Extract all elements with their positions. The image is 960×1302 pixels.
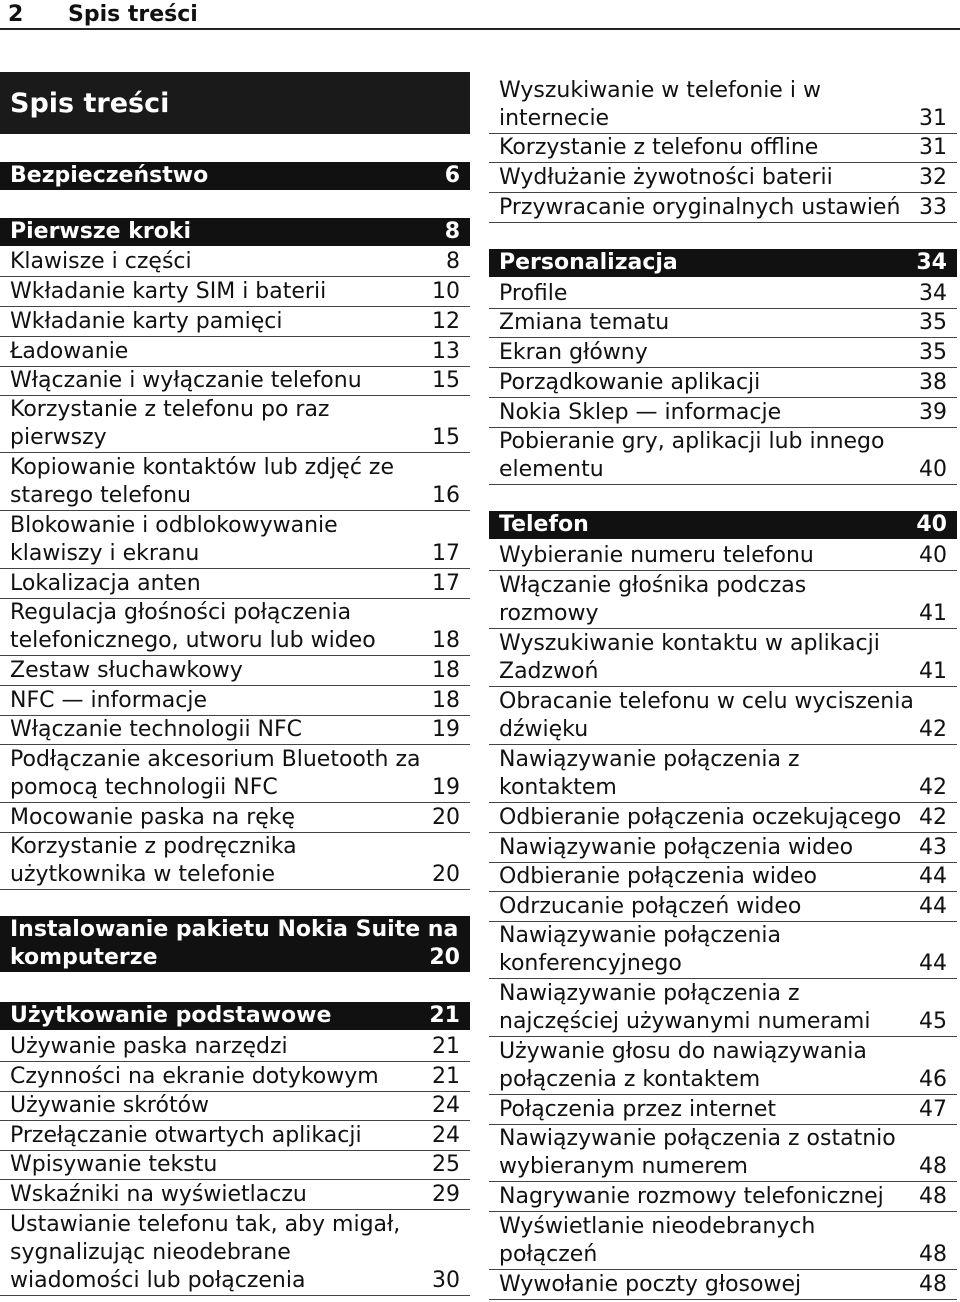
toc-entry-row (499, 600, 947, 628)
toc-entry (0, 1122, 470, 1151)
toc-entry-row (499, 1183, 947, 1211)
toc-entry-text: telefonicznego, utworu lub wideo (10, 628, 376, 653)
toc-page-number: 34 (916, 250, 947, 275)
toc-page-number: 48 (919, 1154, 947, 1179)
toc-entry-text: NFC — informacje (10, 688, 208, 713)
toc-entry (489, 922, 957, 979)
toc-entry-text: Używanie paska narzędzi (10, 1034, 288, 1059)
toc-entry-text: Instalowanie pakietu Nokia Suite na (10, 917, 459, 942)
toc-entry-text: klawiszy i ekranu (10, 541, 200, 566)
toc-entry-text: Wyświetlanie nieodebranych (499, 1214, 816, 1239)
toc-entry (489, 1125, 957, 1182)
toc-section-heading (489, 249, 957, 277)
toc-entry-row (499, 309, 947, 337)
toc-entry-row (10, 454, 460, 482)
toc-entry-row (10, 1211, 460, 1239)
toc-entry-text: Ustawianie telefonu tak, aby migał, (10, 1212, 401, 1237)
toc-entry-text: Połączenia przez internet (499, 1097, 776, 1122)
toc-entry-row (10, 308, 460, 336)
toc-entry-row (499, 1008, 947, 1036)
toc-entry-row (499, 834, 947, 862)
toc-entry-text: Włączanie technologii NFC (10, 717, 303, 742)
toc-entry (0, 512, 470, 569)
toc-entry-row (499, 1066, 947, 1094)
toc-page-number: 44 (919, 864, 947, 889)
toc-page-number: 48 (919, 1272, 947, 1297)
toc-section-heading (0, 1002, 470, 1030)
toc-entry (489, 428, 957, 485)
toc-entry-text: konferencyjnego (499, 951, 682, 976)
toc-entry-row (10, 248, 460, 276)
toc-entry-row (10, 1092, 460, 1120)
toc-entry-text: Bezpieczeństwo (10, 163, 209, 188)
toc-entry (0, 248, 470, 277)
toc-entry-row (499, 456, 947, 484)
toc-page-number: 35 (919, 310, 947, 335)
toc-page-number: 25 (432, 1152, 460, 1177)
toc-entry-text: Wydłużanie żywotności baterii (499, 165, 833, 190)
toc-page-number: 20 (432, 862, 460, 887)
toc-page-number: 20 (429, 945, 460, 970)
toc-entry-row (499, 658, 947, 686)
toc-page-number: 33 (919, 195, 947, 220)
toc-entry-text: Nawiązywanie połączenia wideo (499, 835, 854, 860)
toc-entry-text: Nawiązywanie połączenia (499, 923, 782, 948)
toc-entry-row (499, 630, 947, 658)
toc-entry-text: Podłączanie akcesorium Bluetooth za (10, 747, 421, 772)
toc-entry-text: Ekran główny (499, 340, 648, 365)
toc-page-number: 19 (432, 775, 460, 800)
toc-entry-text: Wpisywanie tekstu (10, 1152, 218, 1177)
toc-entry-text: starego telefonu (10, 483, 191, 508)
toc-entry-text: Lokalizacja anten (10, 571, 201, 596)
toc-page-number: 21 (429, 1003, 460, 1028)
toc-entry-row (499, 1096, 947, 1124)
toc-entry-row (499, 399, 947, 427)
toc-entry-row (499, 688, 947, 716)
toc-entry-row (499, 164, 947, 192)
toc-entry-row (10, 657, 460, 685)
toc-entry-row (10, 396, 460, 424)
toc-entry (0, 1092, 470, 1121)
toc-entry-text: Kopiowanie kontaktów lub zdjęć ze (10, 455, 395, 480)
toc-entry-row (10, 218, 460, 246)
toc-page-number: 48 (919, 1242, 947, 1267)
toc-entry (489, 1213, 957, 1270)
toc-entry-row (10, 1002, 460, 1030)
toc-page-number: 39 (919, 400, 947, 425)
toc-entry-text: Włączanie głośnika podczas (499, 573, 807, 598)
toc-entry-text: Nagrywanie rozmowy telefonicznej (499, 1184, 884, 1209)
toc-entry-text: Pobieranie gry, aplikacji lub innego (499, 429, 885, 454)
toc-entry-row (10, 833, 460, 861)
toc-entry (0, 454, 470, 511)
toc-entry-row (499, 511, 947, 539)
toc-entry-row (499, 105, 947, 133)
toc-page-number: 6 (444, 163, 460, 188)
toc-page-number: 24 (432, 1123, 460, 1148)
toc-entry-text: Korzystanie z podręcznika (10, 834, 297, 859)
toc-entry-text: Personalizacja (499, 250, 678, 275)
toc-entry (489, 134, 957, 163)
toc-entry (489, 1183, 957, 1212)
toc-entry (0, 396, 470, 453)
toc-entry-text: Nawiązywanie połączenia z (499, 747, 800, 772)
toc-page-number: 38 (919, 370, 947, 395)
toc-entry-row (10, 746, 460, 774)
toc-entry-row (499, 1241, 947, 1269)
toc-entry-row (499, 339, 947, 367)
toc-entry-row (10, 774, 460, 802)
toc-entry-text: Używanie głosu do nawiązywania (499, 1039, 867, 1064)
toc-entry-text: wybieranym numerem (499, 1154, 748, 1179)
toc-entry (0, 278, 470, 307)
toc-entry-text: Obracanie telefonu w celu wyciszenia (499, 689, 914, 714)
toc-page-number: 19 (432, 717, 460, 742)
toc-entry-row (499, 893, 947, 921)
toc-entry (0, 804, 470, 833)
toc-entry-row (10, 278, 460, 306)
toc-entry-row (499, 774, 947, 802)
toc-entry (489, 688, 957, 745)
toc-entry-row (10, 1239, 460, 1267)
toc-entry-row (499, 572, 947, 600)
toc-entry-text: Przełączanie otwartych aplikacji (10, 1123, 362, 1148)
toc-entry (489, 194, 957, 223)
toc-entry (0, 1181, 470, 1210)
toc-page-number: 29 (432, 1182, 460, 1207)
toc-entry-text: pierwszy (10, 425, 107, 450)
toc-entry-row (10, 716, 460, 744)
toc-page-number: 21 (432, 1064, 460, 1089)
toc-entry-text: Zestaw słuchawkowy (10, 658, 243, 683)
toc-entry-text: elementu (499, 457, 604, 482)
toc-entry (489, 804, 957, 833)
toc-entry-row (499, 980, 947, 1008)
toc-entry-text: Nawiązywanie połączenia z ostatnio (499, 1126, 896, 1151)
toc-entry (489, 339, 957, 368)
toc-entry-row (499, 716, 947, 744)
toc-page-number: 12 (432, 309, 460, 334)
toc-entry-row (10, 944, 460, 972)
toc-entry-row (499, 542, 947, 570)
toc-entry (0, 367, 470, 396)
toc-entry-row (10, 570, 460, 598)
toc-entry-text: Korzystanie z telefonu offline (499, 135, 819, 160)
toc-entry-text: Wkładanie karty pamięci (10, 309, 283, 334)
toc-page-number: 40 (919, 457, 947, 482)
toc-page-number: 42 (919, 717, 947, 742)
toc-entry (0, 1063, 470, 1092)
toc-entry-text: Korzystanie z telefonu po raz (10, 397, 330, 422)
toc-entry-text: dźwięku (499, 717, 589, 742)
toc-entry-row (10, 804, 460, 832)
toc-page-number: 18 (432, 658, 460, 683)
toc-entry (489, 1038, 957, 1095)
toc-entry (489, 630, 957, 687)
toc-entry-text: Profile (499, 281, 568, 306)
toc-entry (489, 280, 957, 309)
toc-entry-row (499, 134, 947, 162)
toc-entry (0, 746, 470, 803)
toc-entry (489, 369, 957, 398)
toc-entry-row (10, 599, 460, 627)
toc-entry-text: kontaktem (499, 775, 617, 800)
toc-page-number: 24 (432, 1093, 460, 1118)
toc-section-heading (0, 218, 470, 246)
toc-page-number: 48 (919, 1184, 947, 1209)
toc-entry-text: Mocowanie paska na rękę (10, 805, 296, 830)
toc-page-number: 43 (919, 835, 947, 860)
toc-entry (0, 599, 470, 656)
toc-entry-text: Przywracanie oryginalnych ustawień (499, 195, 901, 220)
toc-entry-row (10, 627, 460, 655)
toc-entry-text: Porządkowanie aplikacji (499, 370, 761, 395)
toc-entry (0, 308, 470, 337)
toc-entry (489, 572, 957, 629)
toc-entry-row (499, 922, 947, 950)
toc-page-number: 31 (919, 135, 947, 160)
toc-entry-text: Ładowanie (10, 339, 129, 364)
toc-title: Spis treści (0, 72, 470, 134)
toc-entry-row (10, 687, 460, 715)
toc-section-heading (0, 916, 470, 972)
toc-entry-row (10, 1122, 460, 1150)
toc-entry-text: najczęściej używanymi numerami (499, 1009, 871, 1034)
toc-entry-row (499, 249, 947, 277)
toc-entry-row (499, 950, 947, 978)
toc-page-number: 47 (919, 1097, 947, 1122)
toc-entry-row (499, 77, 947, 105)
toc-page-number: 44 (919, 951, 947, 976)
toc-entry (489, 77, 957, 134)
toc-page-number: 45 (919, 1009, 947, 1034)
toc-page-number: 18 (432, 628, 460, 653)
toc-entry-text: Czynności na ekranie dotykowym (10, 1064, 379, 1089)
toc-page-number: 35 (919, 340, 947, 365)
toc-entry-row (499, 863, 947, 891)
toc-page-number: 21 (432, 1034, 460, 1059)
toc-entry-row (10, 1151, 460, 1179)
toc-entry-row (10, 482, 460, 510)
toc-page-number: 8 (444, 219, 460, 244)
toc-entry-row (10, 540, 460, 568)
toc-entry-text: Nokia Sklep — informacje (499, 400, 782, 425)
toc-page-number: 15 (432, 425, 460, 450)
toc-entry-text: Odbieranie połączenia oczekującego (499, 805, 902, 830)
toc-entry-text: pomocą technologii NFC (10, 775, 278, 800)
toc-entry-row (10, 512, 460, 540)
toc-page-number: 30 (432, 1268, 460, 1293)
toc-entry (489, 834, 957, 863)
toc-entry-row (10, 367, 460, 395)
toc-entry-text: Używanie skrótów (10, 1093, 210, 1118)
toc-entry-text: Użytkowanie podstawowe (10, 1003, 332, 1028)
toc-entry (0, 338, 470, 367)
toc-entry-text: internecie (499, 106, 610, 131)
toc-page-number: 40 (916, 512, 947, 537)
toc-page-number: 31 (919, 106, 947, 131)
toc-entry (489, 164, 957, 193)
toc-section-heading (489, 511, 957, 539)
toc-entry-row (10, 424, 460, 452)
toc-entry-text: Blokowanie i odblokowywanie (10, 513, 338, 538)
toc-section-heading (0, 162, 470, 190)
page-number: 2 (8, 1, 24, 27)
toc-entry-row (10, 338, 460, 366)
toc-page-number: 8 (446, 249, 460, 274)
toc-page-number: 15 (432, 368, 460, 393)
toc-entry (489, 542, 957, 571)
toc-entry-text: Odbieranie połączenia wideo (499, 864, 817, 889)
toc-entry-text: użytkownika w telefonie (10, 862, 276, 887)
toc-entry-text: Zadzwoń (499, 659, 599, 684)
toc-entry-row (499, 804, 947, 832)
toc-page-number: 20 (432, 805, 460, 830)
toc-entry-text: Wyszukiwanie w telefonie i w (499, 78, 821, 103)
toc-entry-row (10, 1267, 460, 1295)
toc-entry (0, 716, 470, 745)
toc-entry-text: wiadomości lub połączenia (10, 1268, 306, 1293)
header-title: Spis treści (68, 1, 198, 27)
toc-page-number: 42 (919, 775, 947, 800)
toc-page-number: 41 (919, 601, 947, 626)
toc-entry-row (10, 1063, 460, 1091)
toc-entry-row (10, 861, 460, 889)
toc-entry (0, 1211, 470, 1296)
toc-entry-text: połączeń (499, 1242, 598, 1267)
toc-entry-text: rozmowy (499, 601, 599, 626)
toc-entry-text: Pierwsze kroki (10, 219, 192, 244)
toc-entry (0, 570, 470, 599)
toc-entry (489, 980, 957, 1037)
page-header (0, 0, 960, 30)
toc-page-number: 18 (432, 688, 460, 713)
toc-entry-row (499, 1153, 947, 1181)
toc-entry (489, 863, 957, 892)
toc-entry (0, 687, 470, 716)
toc-entry (489, 893, 957, 922)
toc-entry-row (10, 1181, 460, 1209)
toc-page-number: 16 (432, 483, 460, 508)
toc-page-number: 13 (432, 339, 460, 364)
toc-entry (489, 1096, 957, 1125)
toc-entry-text: połączenia z kontaktem (499, 1067, 761, 1092)
toc-entry (489, 399, 957, 428)
toc-entry-row (499, 1271, 947, 1299)
toc-entry-text: sygnalizując nieodebrane (10, 1240, 291, 1265)
toc-entry-text: Wskaźniki na wyświetlaczu (10, 1182, 307, 1207)
toc-entry (489, 746, 957, 803)
toc-entry-text: Regulacja głośności połączenia (10, 600, 352, 625)
toc-page-number: 10 (432, 279, 460, 304)
toc-page-number: 17 (432, 541, 460, 566)
toc-page-number: 40 (919, 543, 947, 568)
toc-page-number: 42 (919, 805, 947, 830)
toc-entry-text: komputerze (10, 945, 158, 970)
toc-page-number: 32 (919, 165, 947, 190)
toc-entry (489, 1271, 957, 1300)
toc-entry-text: Wywołanie poczty głosowej (499, 1272, 802, 1297)
toc-entry-text: Odrzucanie połączeń wideo (499, 894, 802, 919)
toc-entry (0, 1033, 470, 1062)
toc-entry (489, 309, 957, 338)
toc-entry-row (499, 1038, 947, 1066)
toc-entry (0, 833, 470, 890)
toc-entry-text: Zmiana tematu (499, 310, 670, 335)
toc-page-number: 46 (919, 1067, 947, 1092)
toc-page-number: 34 (919, 281, 947, 306)
toc-entry-text: Wybieranie numeru telefonu (499, 543, 814, 568)
toc-entry-row (499, 280, 947, 308)
toc-entry-text: Telefon (499, 512, 589, 537)
toc-entry-row (499, 369, 947, 397)
toc-entry-row (499, 428, 947, 456)
toc-entry-row (499, 746, 947, 774)
toc-entry-row (499, 1125, 947, 1153)
toc-page-number: 17 (432, 571, 460, 596)
toc-entry-text: Nawiązywanie połączenia z (499, 981, 800, 1006)
toc-entry-row (10, 162, 460, 190)
toc-entry-row (10, 916, 460, 944)
toc-entry-row (10, 1033, 460, 1061)
toc-entry-row (499, 1213, 947, 1241)
toc-entry-text: Wkładanie karty SIM i baterii (10, 279, 327, 304)
toc-entry (0, 1151, 470, 1180)
toc-entry-text: Wyszukiwanie kontaktu w aplikacji (499, 631, 880, 656)
toc-entry-text: Włączanie i wyłączanie telefonu (10, 368, 362, 393)
toc-entry-text: Klawisze i części (10, 249, 192, 274)
toc-page-number: 41 (919, 659, 947, 684)
toc-entry-row (499, 194, 947, 222)
toc-page-number: 44 (919, 894, 947, 919)
toc-entry (0, 657, 470, 686)
